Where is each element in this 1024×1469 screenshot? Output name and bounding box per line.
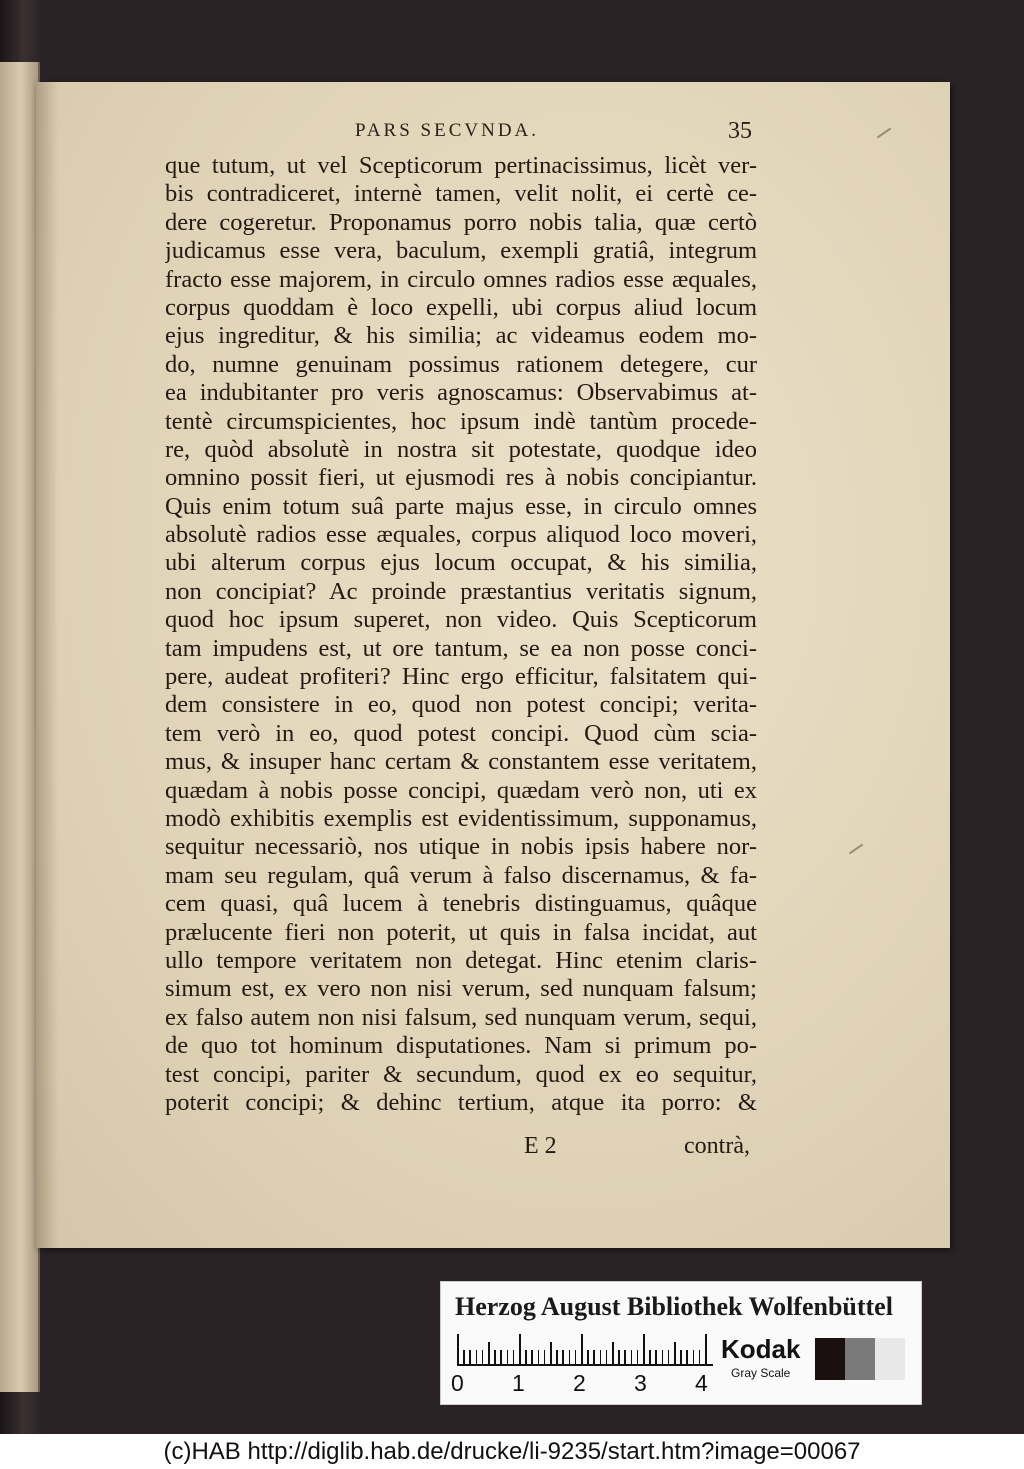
- text-line: poterit concipi; & dehinc tertium, atque ita porro: &: [165, 1088, 757, 1116]
- ruler-tick: [612, 1342, 614, 1364]
- ruler-tick: [686, 1350, 688, 1364]
- ruler-tick: [680, 1350, 682, 1364]
- ruler-tick: [463, 1350, 465, 1364]
- ruler-tick: [674, 1342, 676, 1364]
- ruler-tick: [693, 1350, 695, 1364]
- ruler-number: 2: [573, 1370, 586, 1396]
- image-credit: (c)HAB http://diglib.hab.de/drucke/li-9235/start.htm?image=00067: [0, 1434, 1024, 1469]
- text-line: tem verò in eo, quod potest concipi. Quod cùm scia-: [165, 719, 757, 747]
- text-line: quod hoc ipsum superet, non video. Quis Scepticorum: [165, 606, 757, 634]
- ruler-tick: [662, 1350, 664, 1364]
- ruler-tick: [550, 1342, 552, 1364]
- ruler-tick: [587, 1350, 589, 1364]
- scale-ruler: [457, 1334, 713, 1366]
- text-line: non concipiat? Ac proinde præstantius veritatis signum,: [165, 577, 757, 605]
- text-line: de quo tot hominum disputationes. Nam si primum po-: [165, 1032, 757, 1060]
- text-line: Quis enim totum suâ parte majus esse, in circulo omnes: [165, 492, 757, 520]
- ruler-tick: [699, 1350, 701, 1364]
- text-line: que tutum, ut vel Scepticorum pertinacissimus, licèt ver-: [165, 152, 757, 179]
- text-line: simum est, ex vero non nisi verum, sed nunquam falsum;: [165, 975, 757, 1003]
- ruler-tick: [488, 1342, 490, 1364]
- ruler-tick: [569, 1350, 571, 1364]
- text-line: sequitur necessariò, nos utique in nobis ipsis habere nor-: [165, 833, 757, 861]
- text-line: omnino possit fieri, ut ejusmodi res à nobis concipiantur.: [165, 464, 757, 492]
- ruler-tick: [507, 1350, 509, 1364]
- text-line: do, numne genuinam possimus rationem detegere, cur: [165, 350, 757, 378]
- ruler-tick: [575, 1350, 577, 1364]
- ruler-number: 0: [451, 1370, 464, 1396]
- ruler-tick: [631, 1350, 633, 1364]
- ruler-number: 4: [695, 1370, 708, 1396]
- ruler-tick: [494, 1350, 496, 1364]
- text-line: bis contradiceret, internè tamen, velit nolit, ei certè ce-: [165, 180, 757, 208]
- text-line: ejus ingreditur, & his similia; ac videamus eodem mo-: [165, 322, 757, 350]
- ruler-tick: [581, 1334, 583, 1364]
- gutter-shadow: [36, 82, 58, 1248]
- color-reference-card: [440, 1281, 922, 1405]
- body-text: [165, 152, 757, 1117]
- ruler-tick: [643, 1334, 645, 1364]
- ruler-tick: [476, 1350, 478, 1364]
- text-line: quædam à nobis posse concipi, quædam verò non, uti ex: [165, 776, 757, 804]
- ruler-tick: [500, 1350, 502, 1364]
- text-line: pere, audeat profiteri? Hinc ergo efficitur, falsitatem qui-: [165, 663, 757, 691]
- ruler-tick: [531, 1350, 533, 1364]
- ruler-tick: [457, 1334, 459, 1364]
- ruler-tick: [544, 1350, 546, 1364]
- gray-swatch-dark: [815, 1338, 845, 1380]
- ruler-tick: [593, 1350, 595, 1364]
- gray-scale-label: Gray Scale: [731, 1366, 791, 1380]
- text-line: ubi alterum corpus ejus locum occupat, & his similia,: [165, 549, 757, 577]
- ruler-tick: [637, 1350, 639, 1364]
- ruler-tick: [519, 1334, 521, 1364]
- ruler-tick: [606, 1350, 608, 1364]
- ruler-tick: [513, 1350, 515, 1364]
- running-head: PARS SECVNDA.: [355, 120, 540, 141]
- previous-page-edge: [0, 62, 40, 1392]
- signature-mark: E 2: [524, 1133, 557, 1159]
- text-line: ex falso autem non nisi falsum, sed nunquam verum, sequi,: [165, 1003, 757, 1031]
- ruler-tick: [705, 1334, 707, 1364]
- ruler-tick: [525, 1350, 527, 1364]
- text-line: re, quòd absolutè in nostra sit potestate, quodque ideo: [165, 435, 757, 463]
- text-line: ullo tempore veritatem non detegat. Hinc etenim claris-: [165, 946, 757, 974]
- ruler-tick: [624, 1350, 626, 1364]
- text-line: modò exhibitis exemplis est evidentissimum, supponamus,: [165, 804, 757, 832]
- ruler-tick: [618, 1350, 620, 1364]
- text-line: absolutè radios esse æquales, corpus aliquod loco moveri,: [165, 521, 757, 549]
- card-title: Herzog August Bibliothek Wolfenbüttel: [455, 1292, 893, 1321]
- text-line: ea indubitanter pro veris agnoscamus: Observabimus at-: [165, 379, 757, 407]
- ruler-number: 3: [634, 1370, 647, 1396]
- ruler-numbers: [451, 1370, 731, 1398]
- gray-swatch-light: [875, 1338, 905, 1380]
- text-line: mam seu regulam, quâ verum à falso discernamus, & fa-: [165, 861, 757, 889]
- text-line: prælucente fieri non poterit, ut quis in falsa incidat, aut: [165, 918, 757, 946]
- ruler-tick: [469, 1350, 471, 1364]
- gray-swatch-mid: [845, 1338, 875, 1380]
- text-line: cem quasi, quâ lucem à tenebris distinguamus, quâque: [165, 890, 757, 918]
- text-line: tentè circumspicientes, hoc ipsum indè tantùm procede-: [165, 407, 757, 435]
- ruler-tick: [482, 1350, 484, 1364]
- text-line: mus, & insuper hanc certam & constantem esse veritatem,: [165, 748, 757, 776]
- ruler-tick: [538, 1350, 540, 1364]
- ruler-number: 1: [512, 1370, 525, 1396]
- text-line: judicamus esse vera, baculum, exempli gratiâ, integrum: [165, 237, 757, 265]
- ruler-tick: [556, 1350, 558, 1364]
- ruler-tick: [562, 1350, 564, 1364]
- text-line: corpus quoddam è loco expelli, ubi corpus aliud locum: [165, 293, 757, 321]
- text-line: tam impudens est, ut ore tantum, se ea non posse conci-: [165, 634, 757, 662]
- ruler-tick: [649, 1350, 651, 1364]
- catchword: contrà,: [684, 1133, 750, 1159]
- kodak-logo: Kodak: [721, 1334, 801, 1364]
- text-line: dere cogeretur. Proponamus porro nobis talia, quæ certò: [165, 208, 757, 236]
- ruler-tick: [655, 1350, 657, 1364]
- text-line: dem consistere in eo, quod non potest concipi; verita-: [165, 691, 757, 719]
- ruler-tick: [668, 1350, 670, 1364]
- text-line: test concipi, pariter & secundum, quod ex eo sequitur,: [165, 1060, 757, 1088]
- ruler-tick: [600, 1350, 602, 1364]
- text-line: fracto esse majorem, in circulo omnes radios esse æquales,: [165, 265, 757, 293]
- page-number: 35: [728, 118, 752, 144]
